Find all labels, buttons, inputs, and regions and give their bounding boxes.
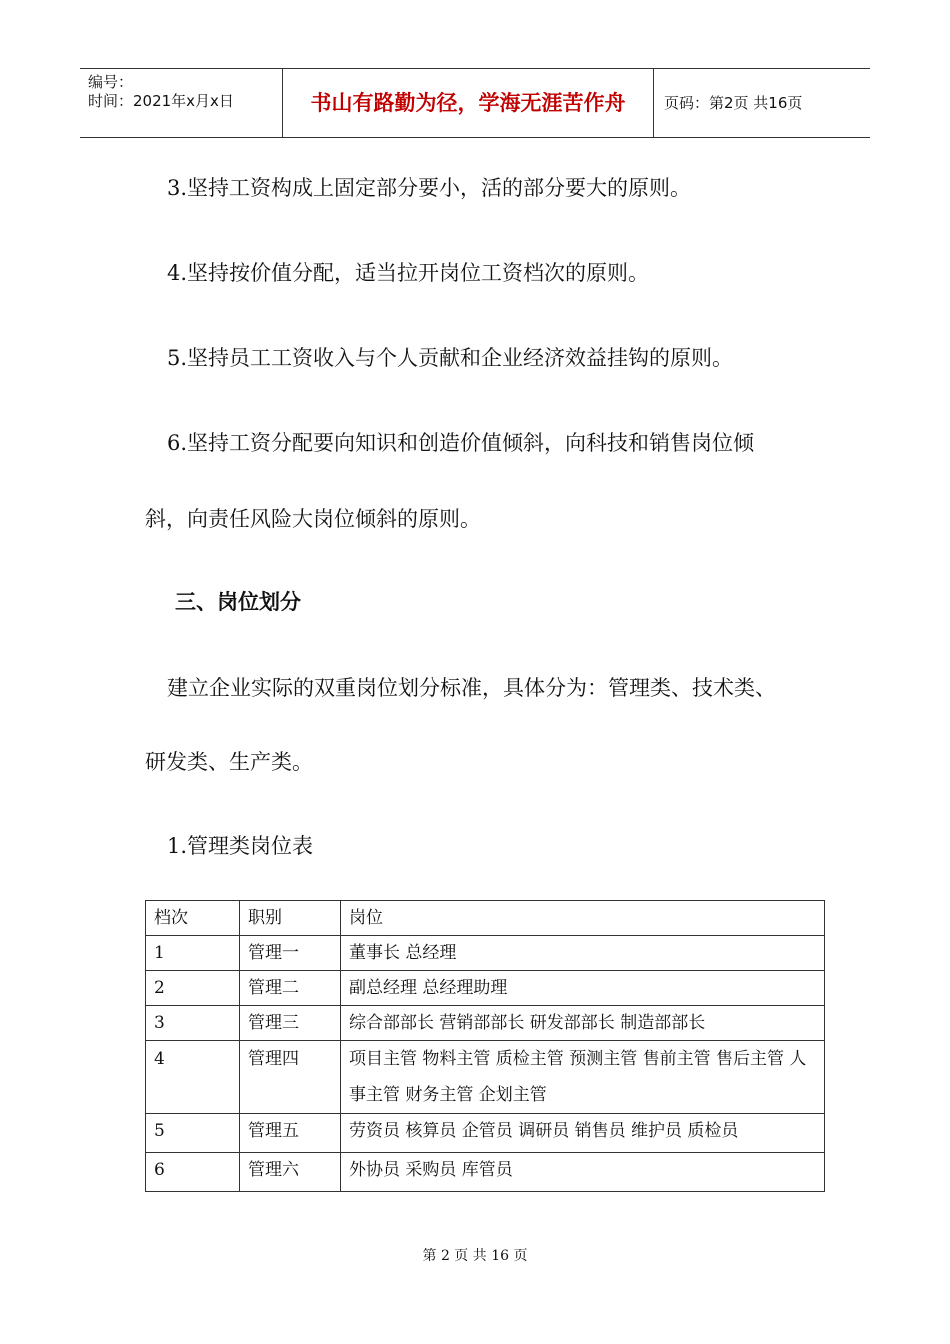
cell-level: 2 — [146, 971, 240, 1006]
cell-level: 4 — [146, 1041, 240, 1114]
document-date-label: 时间：2021年x月x日 — [88, 92, 234, 110]
table-row — [146, 1041, 825, 1114]
table-row — [146, 936, 825, 971]
paragraph-principle-6-line2: 斜，向责任风险大岗位倾斜的原则。 — [145, 507, 481, 531]
cell-rank: 管理三 — [240, 1006, 341, 1041]
document-number-label: 编号： — [88, 73, 134, 91]
cell-level: 3 — [146, 1006, 240, 1041]
paragraph-principle-6-line1: 6.坚持工资分配要向知识和创造价值倾斜，向科技和销售岗位倾 — [167, 431, 755, 455]
table-row — [146, 1006, 825, 1041]
table-header-row — [146, 901, 825, 936]
management-posts-table — [145, 900, 825, 1192]
cell-positions: 董事长 总经理 — [341, 936, 825, 971]
header-cell-position: 岗位 — [341, 901, 825, 936]
cell-positions: 劳资员 核算员 企管员 调研员 销售员 维护员 质检员 — [341, 1114, 825, 1153]
section-heading: 三、岗位划分 — [175, 590, 301, 614]
cell-level: 1 — [146, 936, 240, 971]
table-row — [146, 1114, 825, 1153]
cell-positions: 副总经理 总经理助理 — [341, 971, 825, 1006]
cell-rank: 管理四 — [240, 1041, 341, 1114]
cell-positions: 综合部部长 营销部部长 研发部部长 制造部部长 — [341, 1006, 825, 1041]
table-caption: 1.管理类岗位表 — [167, 834, 314, 858]
cell-rank: 管理一 — [240, 936, 341, 971]
cell-positions: 项目主管 物料主管 质检主管 预测主管 售前主管 售后主管 人事主管 财务主管 企划主管 — [341, 1041, 825, 1114]
cell-level: 5 — [146, 1114, 240, 1153]
header-motto: 书山有路勤为径，学海无涯苦作舟 — [282, 69, 654, 137]
cell-rank: 管理六 — [240, 1153, 341, 1192]
paragraph-principle-4: 4.坚持按价值分配，适当拉开岗位工资档次的原则。 — [167, 261, 650, 285]
table-row — [146, 971, 825, 1006]
cell-positions: 外协员 采购员 库管员 — [341, 1153, 825, 1192]
cell-level: 6 — [146, 1153, 240, 1192]
header-cell-level: 档次 — [146, 901, 240, 936]
header-cell-rank: 职别 — [240, 901, 341, 936]
page-footer: 第 2 页 共 16 页 — [422, 1248, 528, 1264]
cell-rank: 管理二 — [240, 971, 341, 1006]
header-meta — [80, 69, 282, 137]
intro-line-1: 建立企业实际的双重岗位划分标准，具体分为：管理类、技术类、 — [167, 676, 776, 700]
intro-line-2: 研发类、生产类。 — [145, 750, 313, 774]
page-header — [80, 68, 870, 138]
paragraph-principle-5: 5.坚持员工工资收入与个人贡献和企业经济效益挂钩的原则。 — [167, 346, 734, 370]
cell-rank: 管理五 — [240, 1114, 341, 1153]
table-row — [146, 1153, 825, 1192]
header-page-number: 页码：第2页 共16页 — [664, 94, 803, 112]
paragraph-principle-3: 3.坚持工资构成上固定部分要小，活的部分要大的原则。 — [167, 176, 692, 200]
